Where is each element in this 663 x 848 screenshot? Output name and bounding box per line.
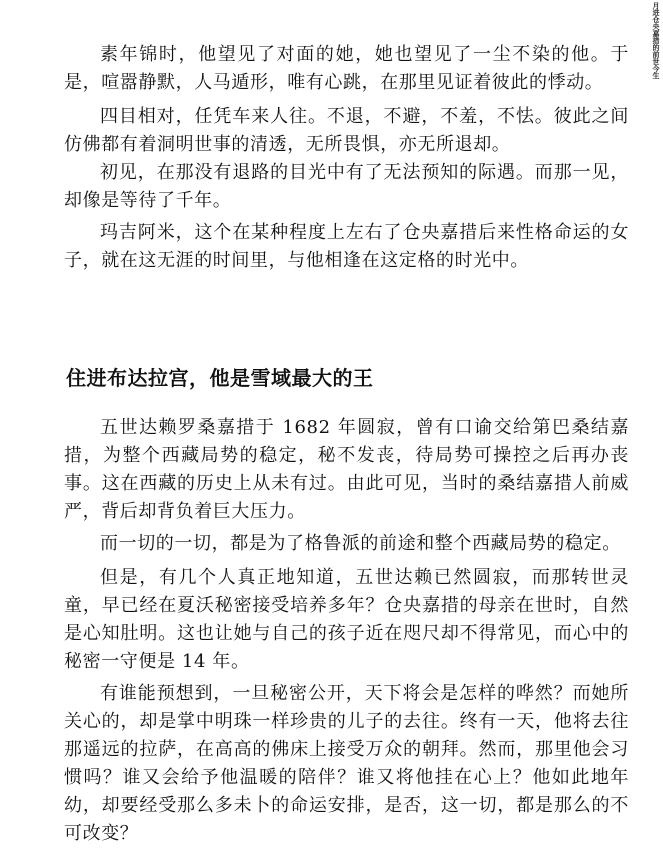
body-paragraph: 玛吉阿米，这个在某种程度上左右了仓央嘉措后来性格命运的女子，就在这无涯的时间里，与他相逢在这定格的时光中。 [64, 222, 629, 271]
section-title: 住进布达拉宫，他是雪域最大的王 [66, 366, 374, 390]
body-paragraph: 初见，在那没有退路的目光中有了无法预知的际遇。而那一见，却像是等待了千年。 [64, 162, 629, 211]
body-paragraph: 而一切的一切，都是为了格鲁派的前途和整个西藏局势的稳定。 [100, 533, 621, 554]
body-paragraph: 四目相对，任凭车来人往。不退，不避，不羞，不怯。彼此之间仿佛都有着洞明世事的清透，无所畏惧，亦无所退却。 [64, 106, 629, 155]
body-paragraph: 素年锦时，他望见了对面的她，她也望见了一尘不染的他。于是，喧嚣静默，人马遁形，唯有心跳，在那里见证着彼此的悸动。 [64, 44, 629, 93]
side-running-title: 月进仓央嘉措的前世今生 [652, 2, 660, 79]
body-paragraph: 有谁能预想到，一旦秘密公开，天下将会是怎样的哗然？而她所关心的，却是掌中明珠一样珍贵的儿子的去往。终有一天，他将去往那遥远的拉萨，在高高的佛床上接受万众的朝拜。然而，那里他会习惯吗？谁又会给予他温暖的陪伴？谁又将他挂在心上？他如此地年幼，却要经受那么多未卜的命运安排，是否，这一切，都是那么的不可改变？ [64, 683, 629, 844]
body-paragraph: 但是，有几个人真正地知道，五世达赖已然圆寂，而那转世灵童，早已经在夏沃秘密接受培养多年？仓央嘉措的母亲在世时，自然是心知肚明。这也让她与自己的孩子近在咫尺却不得常见，而心中的秘密一守便是 14 年。 [64, 567, 629, 672]
body-paragraph: 五世达赖罗桑嘉措于 1682 年圆寂，曾有口谕交给第巴桑结嘉措，为整个西藏局势的稳定，秘不发丧，待局势可操控之后再办丧事。这在西藏的历史上从未有过。由此可见，当时的桑结嘉措人前威严，背后却背负着巨大压力。 [64, 417, 629, 522]
